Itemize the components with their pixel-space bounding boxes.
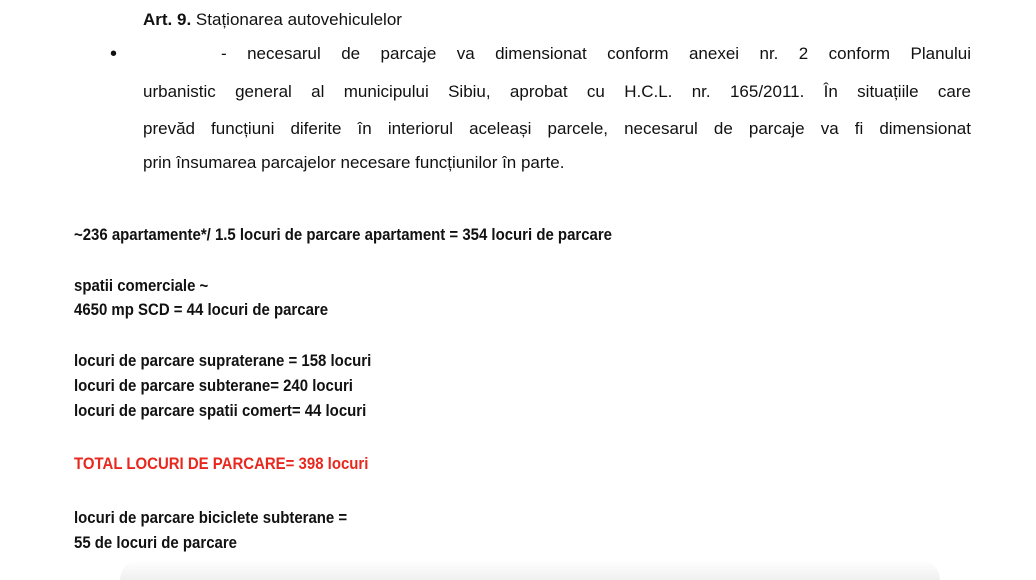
page-bottom-shadow <box>120 560 940 580</box>
apartments-parking-line: ~236 apartamente*/ 1.5 locuri de parcare apartament = 354 locuri de parcare <box>74 225 613 244</box>
paragraph-line-3: prevăd funcțiuni diferite în interiorul aceleași parcele, necesarul de parcaje va fi dimensionat <box>143 119 971 138</box>
commerce-parking-line: locuri de parcare spatii comert= 44 locuri <box>74 401 367 420</box>
paragraph-line-1: - necesarul de parcaje va dimensionat conform anexei nr. 2 conform Planului <box>221 44 971 63</box>
bicycle-parking-value: 55 de locuri de parcare <box>74 533 237 552</box>
article-heading <box>143 8 402 32</box>
article-title: Staționarea autovehiculelor <box>195 10 402 29</box>
above-ground-parking-line: locuri de parcare supraterane = 158 locuri <box>74 351 372 370</box>
commercial-spaces-label: spatii comerciale ~ <box>74 276 209 295</box>
bicycle-parking-label: locuri de parcare biciclete subterane = <box>74 508 348 527</box>
paragraph-line-2: urbanistic general al municipului Sibiu, aprobat cu H.C.L. nr. 165/2011. În situațiile care <box>143 82 971 101</box>
commercial-parking-line: 4650 mp SCD = 44 locuri de parcare <box>74 300 329 319</box>
article-label: Art. 9. <box>143 10 192 29</box>
total-parking-line: TOTAL LOCURI DE PARCARE= 398 locuri <box>74 454 369 473</box>
paragraph-line-4: prin însumarea parcajelor necesare funcțiunilor în parte. <box>143 153 565 172</box>
bullet-point: • <box>110 43 118 65</box>
underground-parking-line: locuri de parcare subterane= 240 locuri <box>74 376 353 395</box>
